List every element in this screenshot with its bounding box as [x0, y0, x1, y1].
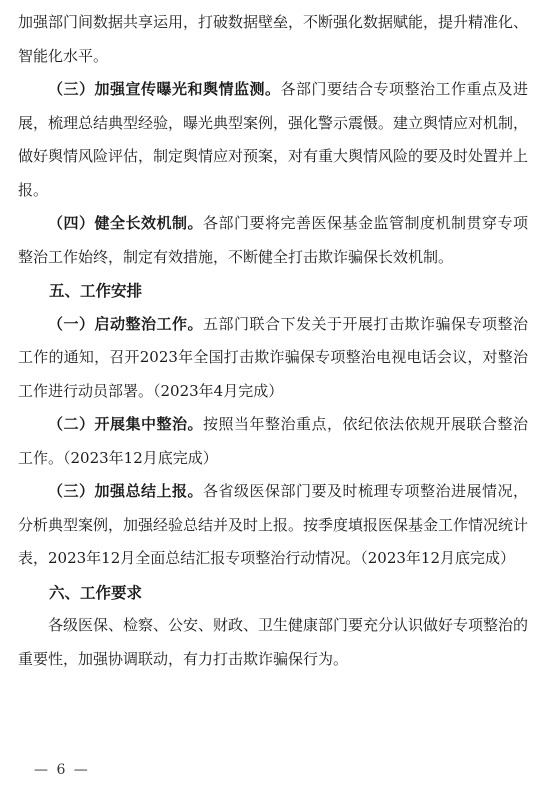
- paragraph-publicity: [18, 73, 528, 207]
- paragraph-summary-report: [18, 475, 528, 576]
- paragraph-long-term-mechanism: [18, 207, 528, 274]
- subheading-publicity: （三）加强宣传曝光和舆情监测。: [48, 80, 281, 98]
- paragraph-requirements: [18, 609, 528, 676]
- paragraph-text: 各部门要结合专项整治工作重点及进展，梳理总结典型经验，曝光典型案例，强化警示震慑。建立舆情应对机制，做好舆情风险评估，制定舆情应对预案，对有重大舆情风险的要及时处置并上报。: [18, 80, 529, 199]
- page-number: — 6 —: [34, 762, 90, 778]
- section-title-work-arrangement: 五、工作安排: [49, 281, 143, 300]
- paragraph-text: 加强部门间数据共享运用，打破数据壁垒，不断强化数据赋能，提升精准化、智能化水平。: [18, 13, 529, 65]
- paragraph-text: 五部门联合下发关于开展打击欺诈骗保专项整治工作的通知，召开2023年全国打击欺诈骗保专项整治电视电话会议，对整治工作进行动员部署。（2023年4月完成）: [18, 314, 528, 400]
- subheading-centralized: （二）开展集中整治。: [48, 415, 203, 433]
- paragraph-text: 各级医保、检察、公安、财政、卫生健康部门要充分认识做好专项整治的重要性，加强协调联动，有力打击欺诈骗保行为。: [18, 616, 529, 668]
- subheading-long-term: （四）健全长效机制。: [48, 214, 203, 232]
- paragraph-launch: [18, 308, 528, 409]
- paragraph-text: 按照当年整治重点，依纪依法依规开展联合整治工作。（2023年12月底完成）: [18, 415, 528, 467]
- subheading-summary: （三）加强总结上报。: [48, 482, 203, 500]
- subheading-launch: （一）启动整治工作。: [48, 314, 203, 333]
- section-title-work-requirements: 六、工作要求: [49, 582, 143, 602]
- paragraph-centralized: [18, 408, 528, 475]
- paragraph-text: 各省级医保部门要及时梳理专项整治进展情况，分析典型案例，加强经验总结并及时上报。按季度填报医保基金工作情况统计表，2023年12月全面总结汇报专项整治行动情况。（2023年12月底完成）: [18, 482, 529, 567]
- paragraph-text: 各部门要将完善医保基金监管制度机制贯穿专项整治工作始终，制定有效措施，不断健全打击欺诈骗保长效机制。: [18, 214, 528, 266]
- paragraph-data-sharing: [18, 6, 528, 73]
